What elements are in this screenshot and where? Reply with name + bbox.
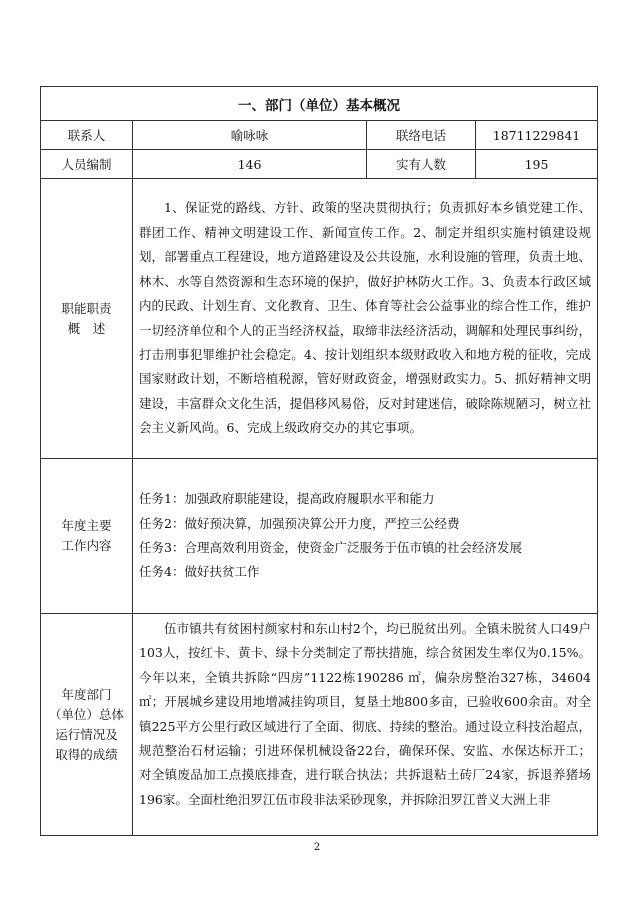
basic-info-table <box>40 86 598 836</box>
duties-label <box>41 179 133 459</box>
task-item: 任务1：加强政府职能建设，提高政府履职水平和能力 <box>139 491 435 507</box>
results-label-line: 年度部门 <box>61 686 112 702</box>
results-label-line: 运行情况及 <box>55 726 118 742</box>
phone-value: 18711229841 <box>476 121 598 150</box>
task-item: 任务4：做好扶贫工作 <box>139 564 260 580</box>
duties-label-line: 概 述 <box>67 320 106 336</box>
contact-label: 联系人 <box>41 121 133 150</box>
task-item: 任务2：做好预决算，加强预决算公开力度，严控三公经费 <box>139 515 460 531</box>
staff-label: 人员编制 <box>41 150 133 179</box>
actual-staff-label: 实有人数 <box>367 150 476 179</box>
tasks-label <box>41 459 133 614</box>
staff-value: 146 <box>133 150 367 179</box>
results-text: 伍市镇共有贫困村颜家村和东山村2个，均已脱贫出列。全镇未脱贫人口49户103人，按红卡、黄卡、绿卡分类制定了帮扶措施，综合贫困发生率仅为0.15%。今年以来，全镇共拆除“四房”1122栋190286 ㎡，偏杂房整治327栋，34604㎡；开展城乡建设用地增减挂钩项目，复垦土地800多亩，已验收600余亩。对全镇225平方公里行政区域进行了全面、彻底、持续的整治。通过设立科技治超点，规范整治石材运输；引进环保机械设备22台，确保环保、安监、水保达标开工；对全镇废品加工点摸底排查，进行联合执法；共拆退粘土砖厂24家，拆退养猪场196家。全面杜绝汨罗江伍市段非法采砂现象，并拆除汨罗江普义大洲上非 <box>133 614 598 836</box>
page-number: 2 <box>313 842 321 853</box>
tasks-label-line: 年度主要 <box>61 518 112 533</box>
tasks-list <box>133 459 598 614</box>
tasks-label-line: 工作内容 <box>61 538 112 553</box>
contact-value: 喻咏咏 <box>133 121 367 150</box>
results-label <box>41 614 133 836</box>
task-item: 任务3：合理高效利用资金，使资金广泛服务于伍市镇的社会经济发展 <box>139 540 522 555</box>
duties-label-line: 职能职责 <box>61 300 112 316</box>
results-label-line: 取得的成绩 <box>55 746 118 762</box>
results-label-line: （单位）总体 <box>48 706 124 722</box>
phone-label: 联络电话 <box>367 121 476 150</box>
duties-text: 1、保证党的路线、方针、政策的坚决贯彻执行；负责抓好本乡镇党建工作、群团工作、精神文明建设工作、新闻宣传工作。2、制定并组织实施村镇建设规划，部署重点工程建设，地方道路建设及公共设施，水利设施的管理，负责土地、林木、水等自然资源和生态环境的保护，做好护林防火工作。3、负责本行政区域内的民政、计划生育、文化教育、卫生、体育等社会公益事业的综合性工作，维护一切经济单位和个人的正当经济权益，取缔非法经济活动，调解和处理民事纠纷，打击刑事犯罪维护社会稳定。4、按计划组织本级财政收入和地方税的征收，完成国家财政计划，不断培植税源，管好财政资金，增强财政实力。5、抓好精神文明建设，丰富群众文化生活，提倡移风易俗，反对封建迷信，破除陈规陋习，树立社会主义新风尚。6、完成上级政府交办的其它事项。 <box>133 179 598 459</box>
actual-staff-value: 195 <box>476 150 598 179</box>
table-title: 一、部门（单位）基本概况 <box>41 87 598 121</box>
